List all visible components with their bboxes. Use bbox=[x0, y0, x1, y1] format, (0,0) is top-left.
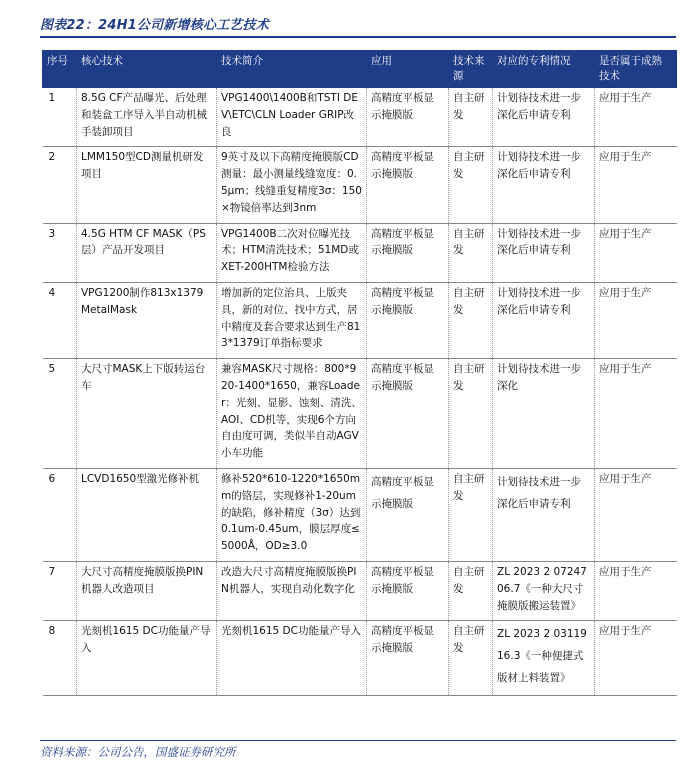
application-cell: 高精度平板显示掩膜版 bbox=[367, 88, 449, 147]
application-cell: 高精度平板显示掩膜版 bbox=[367, 561, 449, 620]
row-index: 4 bbox=[43, 282, 77, 358]
patent-cell: ZL 2023 2 0724706.7《一种大尺寸掩膜版搬运装置》 bbox=[493, 561, 595, 620]
tech-source-cell: 自主研发 bbox=[449, 468, 493, 561]
patent-cell: ZL 2023 2 0311916.3《一种便捷式版材上料装置》 bbox=[493, 621, 595, 696]
tech-summary-cell: 增加新的定位治具、上版夹具，新的对位、找中方式，居中精度及套合要求达到生产813*1379订单指标要求 bbox=[217, 282, 367, 358]
tech-summary-cell: 9英寸及以下高精度掩膜版CD测量：最小测量线缝宽度：0.5μm；线缝重复精度3σ：150×物镜倍率达到3nm bbox=[217, 147, 367, 223]
core-tech-cell: LMM150型CD测量机研发项目 bbox=[77, 147, 217, 223]
row-index: 1 bbox=[43, 88, 77, 147]
core-tech-cell: 大尺寸MASK上下版转运台车 bbox=[77, 359, 217, 469]
mature-cell: 应用于生产 bbox=[595, 147, 677, 223]
table-row bbox=[43, 621, 677, 696]
tech-summary-cell: 改造大尺寸高精度掩膜版换PIN机器人，实现自动化数字化 bbox=[217, 561, 367, 620]
application-cell: 高精度平板显示掩膜版 bbox=[367, 359, 449, 469]
row-index: 8 bbox=[43, 621, 77, 696]
patent-cell: 计划待技术进一步深化后申请专利 bbox=[493, 468, 595, 561]
application-cell: 高精度平板显示掩膜版 bbox=[367, 147, 449, 223]
application-cell: 高精度平板显示掩膜版 bbox=[367, 621, 449, 696]
source-divider bbox=[40, 740, 676, 741]
tech-source-cell: 自主研发 bbox=[449, 561, 493, 620]
patent-cell: 计划待技术进一步深化后申请专利 bbox=[493, 88, 595, 147]
application-cell: 高精度平板显示掩膜版 bbox=[367, 223, 449, 282]
table-row bbox=[43, 359, 677, 469]
patent-cell: 计划待技术进一步深化后申请专利 bbox=[493, 282, 595, 358]
tech-source-cell: 自主研发 bbox=[449, 621, 493, 696]
source-note: 资料来源：公司公告，国盛证券研究所 bbox=[40, 745, 236, 759]
header-tech-source: 技术来源 bbox=[449, 51, 493, 88]
tech-summary-cell: 光刻机1615 DC功能量产导入 bbox=[217, 621, 367, 696]
header-mature-tech: 是否属于成熟技术 bbox=[595, 51, 677, 88]
core-tech-cell: 光刻机1615 DC功能量产导入 bbox=[77, 621, 217, 696]
tech-summary-cell: 修补520*610-1220*1650mm的铬层，实现修补1-20um的缺陷，修补精度（3σ）达到0.1um-0.45um，膜层厚度≤5000Å，OD≥3.0 bbox=[217, 468, 367, 561]
header-core-tech: 核心技术 bbox=[77, 51, 217, 88]
table-row bbox=[43, 561, 677, 620]
table-row bbox=[43, 282, 677, 358]
row-index: 7 bbox=[43, 561, 77, 620]
mature-cell: 应用于生产 bbox=[595, 621, 677, 696]
header-patent-status: 对应的专利情况 bbox=[493, 51, 595, 88]
core-technology-table bbox=[42, 50, 677, 696]
core-tech-cell: 8.5G CF产品曝光、后处理和装盒工序导入半自动机械手装卸项目 bbox=[77, 88, 217, 147]
mature-cell: 应用于生产 bbox=[595, 223, 677, 282]
tech-source-cell: 自主研发 bbox=[449, 359, 493, 469]
tech-source-cell: 自主研发 bbox=[449, 282, 493, 358]
mature-cell: 应用于生产 bbox=[595, 561, 677, 620]
row-index: 6 bbox=[43, 468, 77, 561]
mature-cell: 应用于生产 bbox=[595, 359, 677, 469]
table-row bbox=[43, 223, 677, 282]
row-index: 5 bbox=[43, 359, 77, 469]
patent-cell: 计划待技术进一步深化后申请专利 bbox=[493, 147, 595, 223]
mature-cell: 应用于生产 bbox=[595, 282, 677, 358]
core-tech-cell: 大尺寸高精度掩膜版换PIN机器人改造项目 bbox=[77, 561, 217, 620]
figure-caption: 图表22：24H1公司新增核心工艺技术 bbox=[40, 18, 269, 33]
header-tech-summary: 技术简介 bbox=[217, 51, 367, 88]
core-tech-cell: LCVD1650型激光修补机 bbox=[77, 468, 217, 561]
tech-source-cell: 自主研发 bbox=[449, 223, 493, 282]
table-row bbox=[43, 468, 677, 561]
patent-cell: 计划待技术进一步深化后申请专利 bbox=[493, 223, 595, 282]
application-cell: 高精度平板显示掩膜版 bbox=[367, 468, 449, 561]
row-index: 3 bbox=[43, 223, 77, 282]
tech-summary-cell: VPG1400\1400B和TSTI DEV\ETC\CLN Loader GRIP改良 bbox=[217, 88, 367, 147]
header-index: 序号 bbox=[43, 51, 77, 88]
patent-cell: 计划待技术进一步深化 bbox=[493, 359, 595, 469]
row-index: 2 bbox=[43, 147, 77, 223]
table-row bbox=[43, 147, 677, 223]
mature-cell: 应用于生产 bbox=[595, 468, 677, 561]
application-cell: 高精度平板显示掩膜版 bbox=[367, 282, 449, 358]
tech-summary-cell: 兼容MASK尺寸规格：800*920-1400*1650，兼容Loader：光刻、显影、蚀刻、清洗、AOI、CD机等，实现6个方向自由度可调，类似半自动AGV小车功能 bbox=[217, 359, 367, 469]
mature-cell: 应用于生产 bbox=[595, 88, 677, 147]
core-tech-cell: VPG1200制作813x1379MetalMask bbox=[77, 282, 217, 358]
tech-source-cell: 自主研发 bbox=[449, 88, 493, 147]
header-application: 应用 bbox=[367, 51, 449, 88]
tech-source-cell: 自主研发 bbox=[449, 147, 493, 223]
caption-divider bbox=[40, 36, 676, 38]
tech-summary-cell: VPG1400B二次对位曝光技术；HTM清洗技术；51MD或XET-200HTM检验方法 bbox=[217, 223, 367, 282]
table-row bbox=[43, 88, 677, 147]
core-tech-cell: 4.5G HTM CF MASK（PS层）产品开发项目 bbox=[77, 223, 217, 282]
table-header-row bbox=[43, 51, 677, 88]
